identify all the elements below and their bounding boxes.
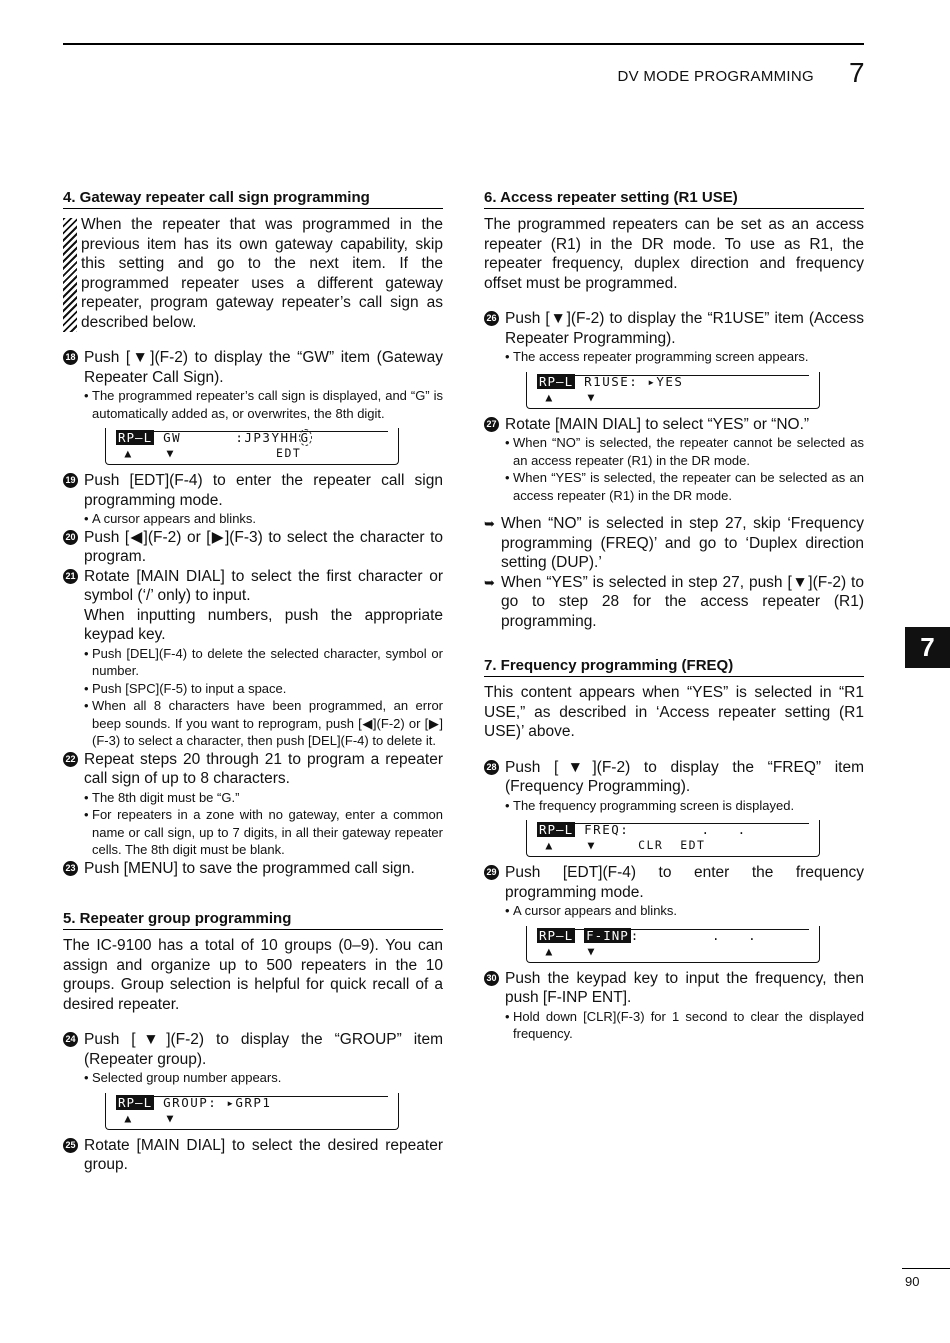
left-column	[63, 189, 443, 1175]
step-20	[63, 528, 443, 567]
bullet: • Push [DEL](F-4) to delete the selected character, symbol or number.	[84, 645, 443, 678]
step-number-icon: 30	[484, 971, 499, 986]
note-text: When the repeater that was programmed in the previous item has its own gateway capability, skip this setting and go to the next item. If the programmed repeater uses a different gateway repeater, program gateway repeater’s call sign as described below.	[81, 216, 443, 331]
step-text: Push [▼](F-2) to display the “GW” item (Gateway Repeater Call Sign).	[84, 349, 443, 386]
bullet: • When “NO” is selected, the repeater cannot be selected as an access repeater (R1) in the DR mode.	[505, 435, 864, 468]
bullet: • Selected group number appears.	[84, 1070, 282, 1085]
lcd-display-gw	[105, 428, 399, 465]
bullet-text: When all 8 characters have been programmed, an error beep sounds. If you want to reprogram, push [◀](F-2) or [▶](F-3) to select a character, then push [DEL](F-4) to delete it.	[92, 698, 443, 748]
step-text: Push [MENU] to save the programmed call sign.	[84, 859, 415, 877]
lcd-display-r1use	[526, 372, 820, 409]
bullet-text: When “YES” is selected, the repeater can be selected as an access repeater (R1) in the DR mode.	[513, 470, 864, 503]
bullet-text: The access repeater programming screen appears.	[513, 349, 809, 364]
bullet: • A cursor appears and blinks.	[505, 903, 678, 918]
lcd-tag: RP–L	[539, 373, 574, 389]
paragraph: The programmed repeaters can be set as an access repeater (R1) in the DR mode. To use as R1, the repeater frequency, duplex direction and frequency offset must be programmed.	[484, 216, 864, 292]
lcd-softkeys: ▲ ▼ CLR EDT	[537, 838, 706, 852]
step-text: Push [▼](F-2) to display the “FREQ” item (Frequency Programming).	[505, 758, 864, 795]
page-number-rule	[902, 1268, 950, 1269]
lcd-text: GROUP: ▸GRP1	[163, 1094, 272, 1110]
bullet-text: The 8th digit must be “G.”	[92, 789, 240, 805]
lcd-tag: RP–L	[118, 430, 153, 445]
step-number-icon: 26	[484, 311, 499, 326]
note-arrow	[484, 573, 864, 632]
lcd-softkeys: ▲ ▼	[537, 943, 596, 958]
bullet-text: A cursor appears and blinks.	[92, 511, 257, 526]
step-text: Push [EDT](F-4) to enter the repeater call sign programming mode.	[84, 472, 443, 509]
note-arrow-text: When “NO” is selected in step 27, skip ‘Frequency programming (FREQ)’ and go to ‘Duplex direction setting (DUP).’	[501, 515, 864, 571]
step-18	[63, 348, 443, 387]
step-29	[484, 863, 864, 902]
lcd-g-digit: G	[300, 430, 310, 445]
bullet: • The frequency programming screen is displayed.	[505, 797, 795, 813]
step-text: Rotate [MAIN DIAL] to select the first character or symbol (‘/’ only) to input.	[84, 567, 443, 604]
lcd-text: GW :JP3YHH	[163, 430, 299, 445]
bullet: • Push [SPC](F-5) to input a space.	[84, 680, 287, 696]
note-arrow-text: When “YES” is selected in step 27, push [▼](F-2) to go to step 28 for the access repeater (R1) programming.	[501, 573, 864, 630]
bullet-text: Selected group number appears.	[92, 1070, 282, 1085]
lcd-display-freq	[526, 820, 820, 857]
step-number-icon: 20	[63, 530, 78, 545]
arrow-icon: ➥	[484, 574, 495, 590]
section-heading-freq: 7. Frequency programming (FREQ)	[484, 657, 864, 677]
note-arrow	[484, 514, 864, 573]
step-30	[484, 969, 864, 1008]
lcd-text: R1USE: ▸YES	[584, 373, 684, 389]
step-text: Push [▼](F-2) to display the “R1USE” item (Access Repeater Programming).	[505, 310, 864, 347]
page-number: 90	[905, 1274, 920, 1289]
step-text: Push [◀](F-2) or [▶](F-3) to select the character to program.	[84, 528, 443, 565]
lcd-tag: RP–L	[539, 927, 574, 943]
bullet: • The access repeater programming screen appears.	[505, 349, 809, 364]
step-23	[63, 859, 443, 879]
arrow-icon: ➥	[484, 516, 495, 531]
lcd-tag-finp: F-INP	[586, 927, 629, 943]
bullet: • The programmed repeater’s call sign is displayed, and “G” is automatically added as, or overwrites, the 8th digit.	[84, 388, 443, 421]
step-27	[484, 415, 864, 435]
lcd-softkeys: ▲ ▼ EDT	[116, 446, 302, 460]
bullet-text: Hold down [CLR](F-3) for 1 second to clear the displayed frequency.	[513, 1008, 864, 1041]
bullet-text: Push [DEL](F-4) to delete the selected character, symbol or number.	[92, 645, 443, 678]
bullet-text: The frequency programming screen is displayed.	[513, 797, 795, 813]
bullet-text: For repeaters in a zone with no gateway, enter a common name or call sign, up to 7 digits, in all their gateway repeater cells. The 8th digit must be blank.	[92, 807, 443, 857]
step-number-icon: 24	[63, 1032, 78, 1047]
step-number-icon: 19	[63, 473, 78, 488]
bullet: • When all 8 characters have been programmed, an error beep sounds. If you want to reprogram, push [◀](F-2) or [▶](F-3) to select a character, then push [DEL](F-4) to delete it.	[84, 698, 443, 748]
section-heading-r1use: 6. Access repeater setting (R1 USE)	[484, 189, 864, 209]
step-24	[63, 1030, 443, 1069]
step-22	[63, 750, 443, 789]
lcd-tag: RP–L	[539, 822, 574, 837]
header-rule	[63, 43, 864, 45]
bullet: • For repeaters in a zone with no gateway, enter a common name or call sign, up to 7 digits, in all their gateway repeater cells. The 8th digit must be blank.	[84, 807, 443, 857]
bullet: • A cursor appears and blinks.	[84, 511, 257, 526]
step-26	[484, 309, 864, 348]
bullet: • The 8th digit must be “G.”	[84, 789, 240, 805]
section-heading-group: 5. Repeater group programming	[63, 910, 443, 930]
bullet-text: Push [SPC](F-5) to input a space.	[92, 680, 287, 696]
step-text: Push the keypad key to input the frequency, then push [F-INP ENT].	[505, 969, 864, 1006]
note-hatch-icon	[63, 218, 77, 332]
header-title: DV MODE PROGRAMMING	[617, 68, 814, 85]
lcd-text: FREQ: . .	[584, 822, 747, 837]
lcd-display-group	[105, 1093, 399, 1130]
lcd-softkeys: ▲ ▼	[116, 1110, 175, 1125]
step-text-2: When inputting numbers, push the appropriate keypad key.	[84, 606, 443, 643]
bullet: • Hold down [CLR](F-3) for 1 second to clear the displayed frequency.	[505, 1008, 864, 1041]
paragraph: This content appears when “YES” is selected in “R1 USE,” as described in ‘Access repeater setting (R1 USE)’ above.	[484, 684, 864, 740]
step-number-icon: 27	[484, 417, 499, 432]
lcd-tag: RP–L	[118, 1094, 153, 1110]
section-heading-gateway: 4. Gateway repeater call sign programming	[63, 189, 443, 209]
step-number-icon: 18	[63, 350, 78, 365]
step-number-icon: 29	[484, 865, 499, 880]
bullet-text: The programmed repeater’s call sign is displayed, and “G” is automatically added as, or overwrites, the 8th digit.	[92, 388, 443, 421]
lcd-text: : . .	[630, 927, 758, 943]
paragraph: The IC-9100 has a total of 10 groups (0–9). You can assign and organize up to 500 repeaters in the 10 groups. Group selection is helpful for quick recall of a desired repeater.	[63, 937, 443, 1013]
step-number-icon: 25	[63, 1138, 78, 1153]
step-text: Push [▼](F-2) to display the “GROUP” item (Repeater group).	[84, 1031, 443, 1068]
bullet: • When “YES” is selected, the repeater can be selected as an access repeater (R1) in the DR mode.	[505, 470, 864, 503]
bullet-text: When “NO” is selected, the repeater cannot be selected as an access repeater (R1) in the DR mode.	[513, 435, 864, 468]
right-column	[484, 189, 864, 1043]
step-number-icon: 21	[63, 569, 78, 584]
step-28	[484, 758, 864, 797]
step-text: Repeat steps 20 through 21 to program a repeater call sign of up to 8 characters.	[84, 750, 443, 787]
chapter-number: 7	[849, 57, 865, 88]
step-number-icon: 23	[63, 861, 78, 876]
step-21	[63, 567, 443, 645]
bullet-text: A cursor appears and blinks.	[513, 903, 678, 918]
step-text: Push [EDT](F-4) to enter the frequency programming mode.	[505, 864, 864, 901]
step-text: Rotate [MAIN DIAL] to select “YES” or “NO.”	[505, 415, 810, 433]
lcd-display-finp	[526, 926, 820, 963]
step-text: Rotate [MAIN DIAL] to select the desired repeater group.	[84, 1136, 443, 1173]
chapter-side-tab: 7	[905, 627, 950, 668]
step-25	[63, 1136, 443, 1175]
lcd-softkeys: ▲ ▼	[537, 389, 596, 404]
step-number-icon: 22	[63, 752, 78, 767]
step-number-icon: 28	[484, 760, 499, 775]
step-19	[63, 471, 443, 510]
note-box	[63, 215, 443, 332]
